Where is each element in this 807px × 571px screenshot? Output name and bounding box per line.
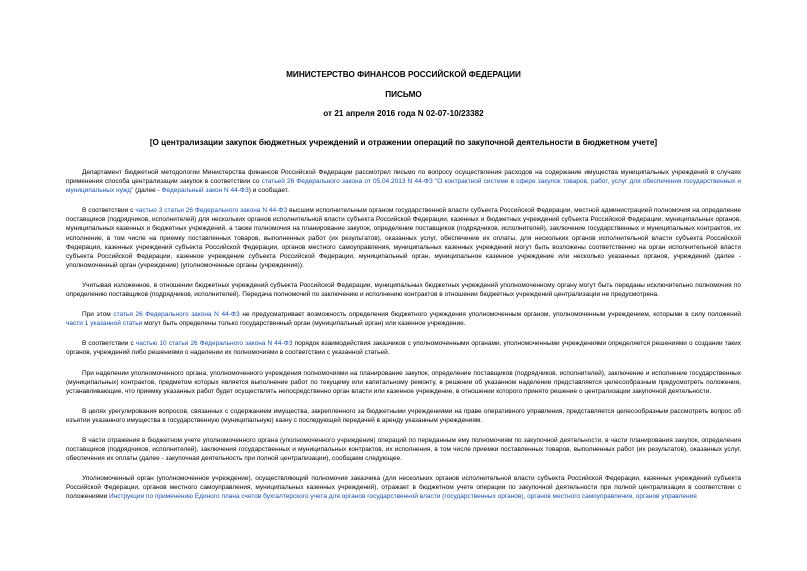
legal-reference-link[interactable]: Инструкции по применению Единого плана счетов бухгалтерского учета для органов государственной власти (государственных органов), органов местного самоуправления, органов управления bbox=[109, 493, 697, 501]
document-subject: [О централизации закупок бюджетных учреждений и отражении операций по закупочной деятельности в бюджетном учете] bbox=[149, 138, 658, 147]
document-date-number: от 21 апреля 2016 года N 02-07-10/23382 bbox=[323, 109, 484, 118]
legal-reference-link[interactable]: Федеральный закон N 44-ФЗ bbox=[161, 187, 249, 195]
body-paragraph bbox=[66, 168, 741, 195]
paragraph-text: В целях урегулирования вопросов, связанных с содержанием имущества, закрепленного за бюджетными учреждениями на праве оперативного управления, представляется целесообразным рассмотреть вопрос об изъятии указанного имущества в государственную (муниципальную) казну с последующей передачей в аренду указанным учреждениям. bbox=[66, 407, 741, 424]
body-paragraph bbox=[66, 281, 741, 299]
paragraph-text: высшим исполнительным органом государственной власти субъекта Российской Федерации, местной администрацией полномочия на определение поставщиков (подрядчиков, исполнителей) для нескольких органов исполнительной власти субъекта Российской Федерации, казенных и бюджетных учреждений субъекта Российской Федерации, муниципальных органов, муниципальных казенных и бюджетных учреждений, а также полномочия на планирование закупок, определение поставщиков (подрядчиков, исполнителей), заключение государственных и муниципальных контрактов, их исполнение, в том числе на приемку поставленных товаров, выполненных работ (их результатов), оказанных услуг, обеспечение их оплаты, для нескольких органов исполнительной власти субъекта Российской Федерации, казенных учреждений субъекта Российской Федерации, органов местного самоуправления, муниципальных казенных учреждений могут быть возложены соответственно на орган исполнительной власти субъекта Российской Федерации, казенное учреждение субъекта Российской Федерации, муниципальный орган, муниципальное казенное учреждение или несколько указанных органов, учреждений (далее - уполномоченный орган (учреждение) (уполномоченные органы (учреждения)). bbox=[66, 207, 742, 269]
body-paragraph bbox=[66, 474, 741, 501]
legal-reference-link[interactable]: частью 3 статьи 26 Федерального закона N 44-ФЗ bbox=[135, 207, 288, 215]
paragraph-text: могут быть определены только государственный орган (муниципальный орган) или казенное учреждение. bbox=[142, 320, 466, 328]
paragraph-text: При этом bbox=[82, 311, 114, 319]
paragraph-text: В части отражения в бюджетном учете уполномоченного органа (уполномоченного учреждения) операций по переданным ему полномочиям по закупочной деятельности, в части планирования закупок, определения поставщиков (подрядчиков, исполнителей), заключения государственных и муниципальных контрактов, их исполнения, в том числе приемки поставленных товаров, выполненных работ (их результатов), оказанных услуг, обеспечения их оплаты (далее - закупочная деятельность при полной централизации), сообщаем следующее. bbox=[66, 436, 741, 463]
paragraph-text: Учитывая изложенное, в отношении бюджетных учреждений субъекта Российской Федерации, муниципальных бюджетных учреждений уполномоченному органу могут быть переданы исключительно полномочия по определению поставщиков (подрядчиков, исполнителей). Передача полномочий по заключению и исполнению контрактов в отношении бюджетных учреждений централизации не предусмотрена. bbox=[66, 281, 741, 299]
paragraph-text: В соответствии с bbox=[82, 340, 136, 348]
paragraph-text: ) и сообщает. bbox=[248, 187, 289, 195]
legal-reference-link[interactable]: частью 10 статьи 26 Федерального закона N 44-ФЗ bbox=[135, 340, 293, 348]
paragraph-text: При наделении уполномоченного органа, уполномоченного учреждения полномочиями на планирование закупок, определение поставщиков (подрядчиков, исполнителей), заключение и исполнение государственных (муниципальных) контрактов, предметом которых является выполнение работ по текущему или капитальному ремонту, в решении об указанном наделении представляется целесообразным предусмотреть положения, устанавливающие, что приемку указанных работ будет осуществлять непосредственно орган власти или казенное учреждение, в отношении которого принято решение о централизации закупочной деятельности. bbox=[66, 369, 741, 395]
paragraph-text: (далее - bbox=[133, 187, 162, 195]
paragraph-text: В соответствии с bbox=[82, 207, 136, 215]
document-body bbox=[66, 168, 741, 502]
body-paragraph bbox=[66, 369, 741, 396]
document-type: ПИСЬМО bbox=[385, 90, 422, 99]
body-paragraph bbox=[66, 407, 741, 425]
ministry-heading: МИНИСТЕРСТВО ФИНАНСОВ РОССИЙСКОЙ ФЕДЕРАЦИИ bbox=[286, 70, 521, 79]
body-paragraph bbox=[66, 310, 741, 328]
paragraph-text: не предусматривает возможность определения бюджетного учреждения уполномоченным органом, уполномоченным учреждением, которыми в силу положений bbox=[239, 311, 741, 319]
legal-reference-link[interactable]: части 1 указанной статьи bbox=[66, 320, 143, 328]
paragraph-text: Департамент бюджетной методологии Министерства финансов Российской Федерации рассмотрел письмо по вопросу осуществления расходов на содержание имущества муниципальных учреждений в случаях применения способа централизации закупок в соответствии со bbox=[66, 169, 741, 186]
paragraph-text: порядок взаимодействия заказчиков с уполномоченными органами, уполномоченными учреждениями определяется решениями о создании таких органов, учреждений либо решениями о наделении их полномочиями в соответствии с указанной статьей. bbox=[66, 340, 742, 357]
document-page bbox=[66, 70, 741, 513]
legal-reference-link[interactable]: статьей 26 Федерального закона от 05.04.2013 N 44-ФЗ "О контрактной системе в сфере закупок товаров, работ, услуг для обеспечения государственных и муниципальных нужд" bbox=[66, 178, 741, 195]
legal-reference-link[interactable]: статья 26 Федерального закона N 44-ФЗ bbox=[113, 311, 240, 319]
paragraph-text: Уполномоченный орган (уполномоченное учреждение), осуществляющий полномочия заказчика (для нескольких органов исполнительной власти субъекта Российской Федерации, казенных учреждений субъекта Российской Федерации, органов местного самоуправления, муниципальных казенных учреждений), отражает в бюджетном учете операции по закупочной деятельности при полной централизации в соответствии с положениями bbox=[66, 475, 741, 501]
body-paragraph bbox=[66, 339, 741, 357]
body-paragraph bbox=[66, 436, 741, 463]
body-paragraph bbox=[66, 206, 741, 270]
